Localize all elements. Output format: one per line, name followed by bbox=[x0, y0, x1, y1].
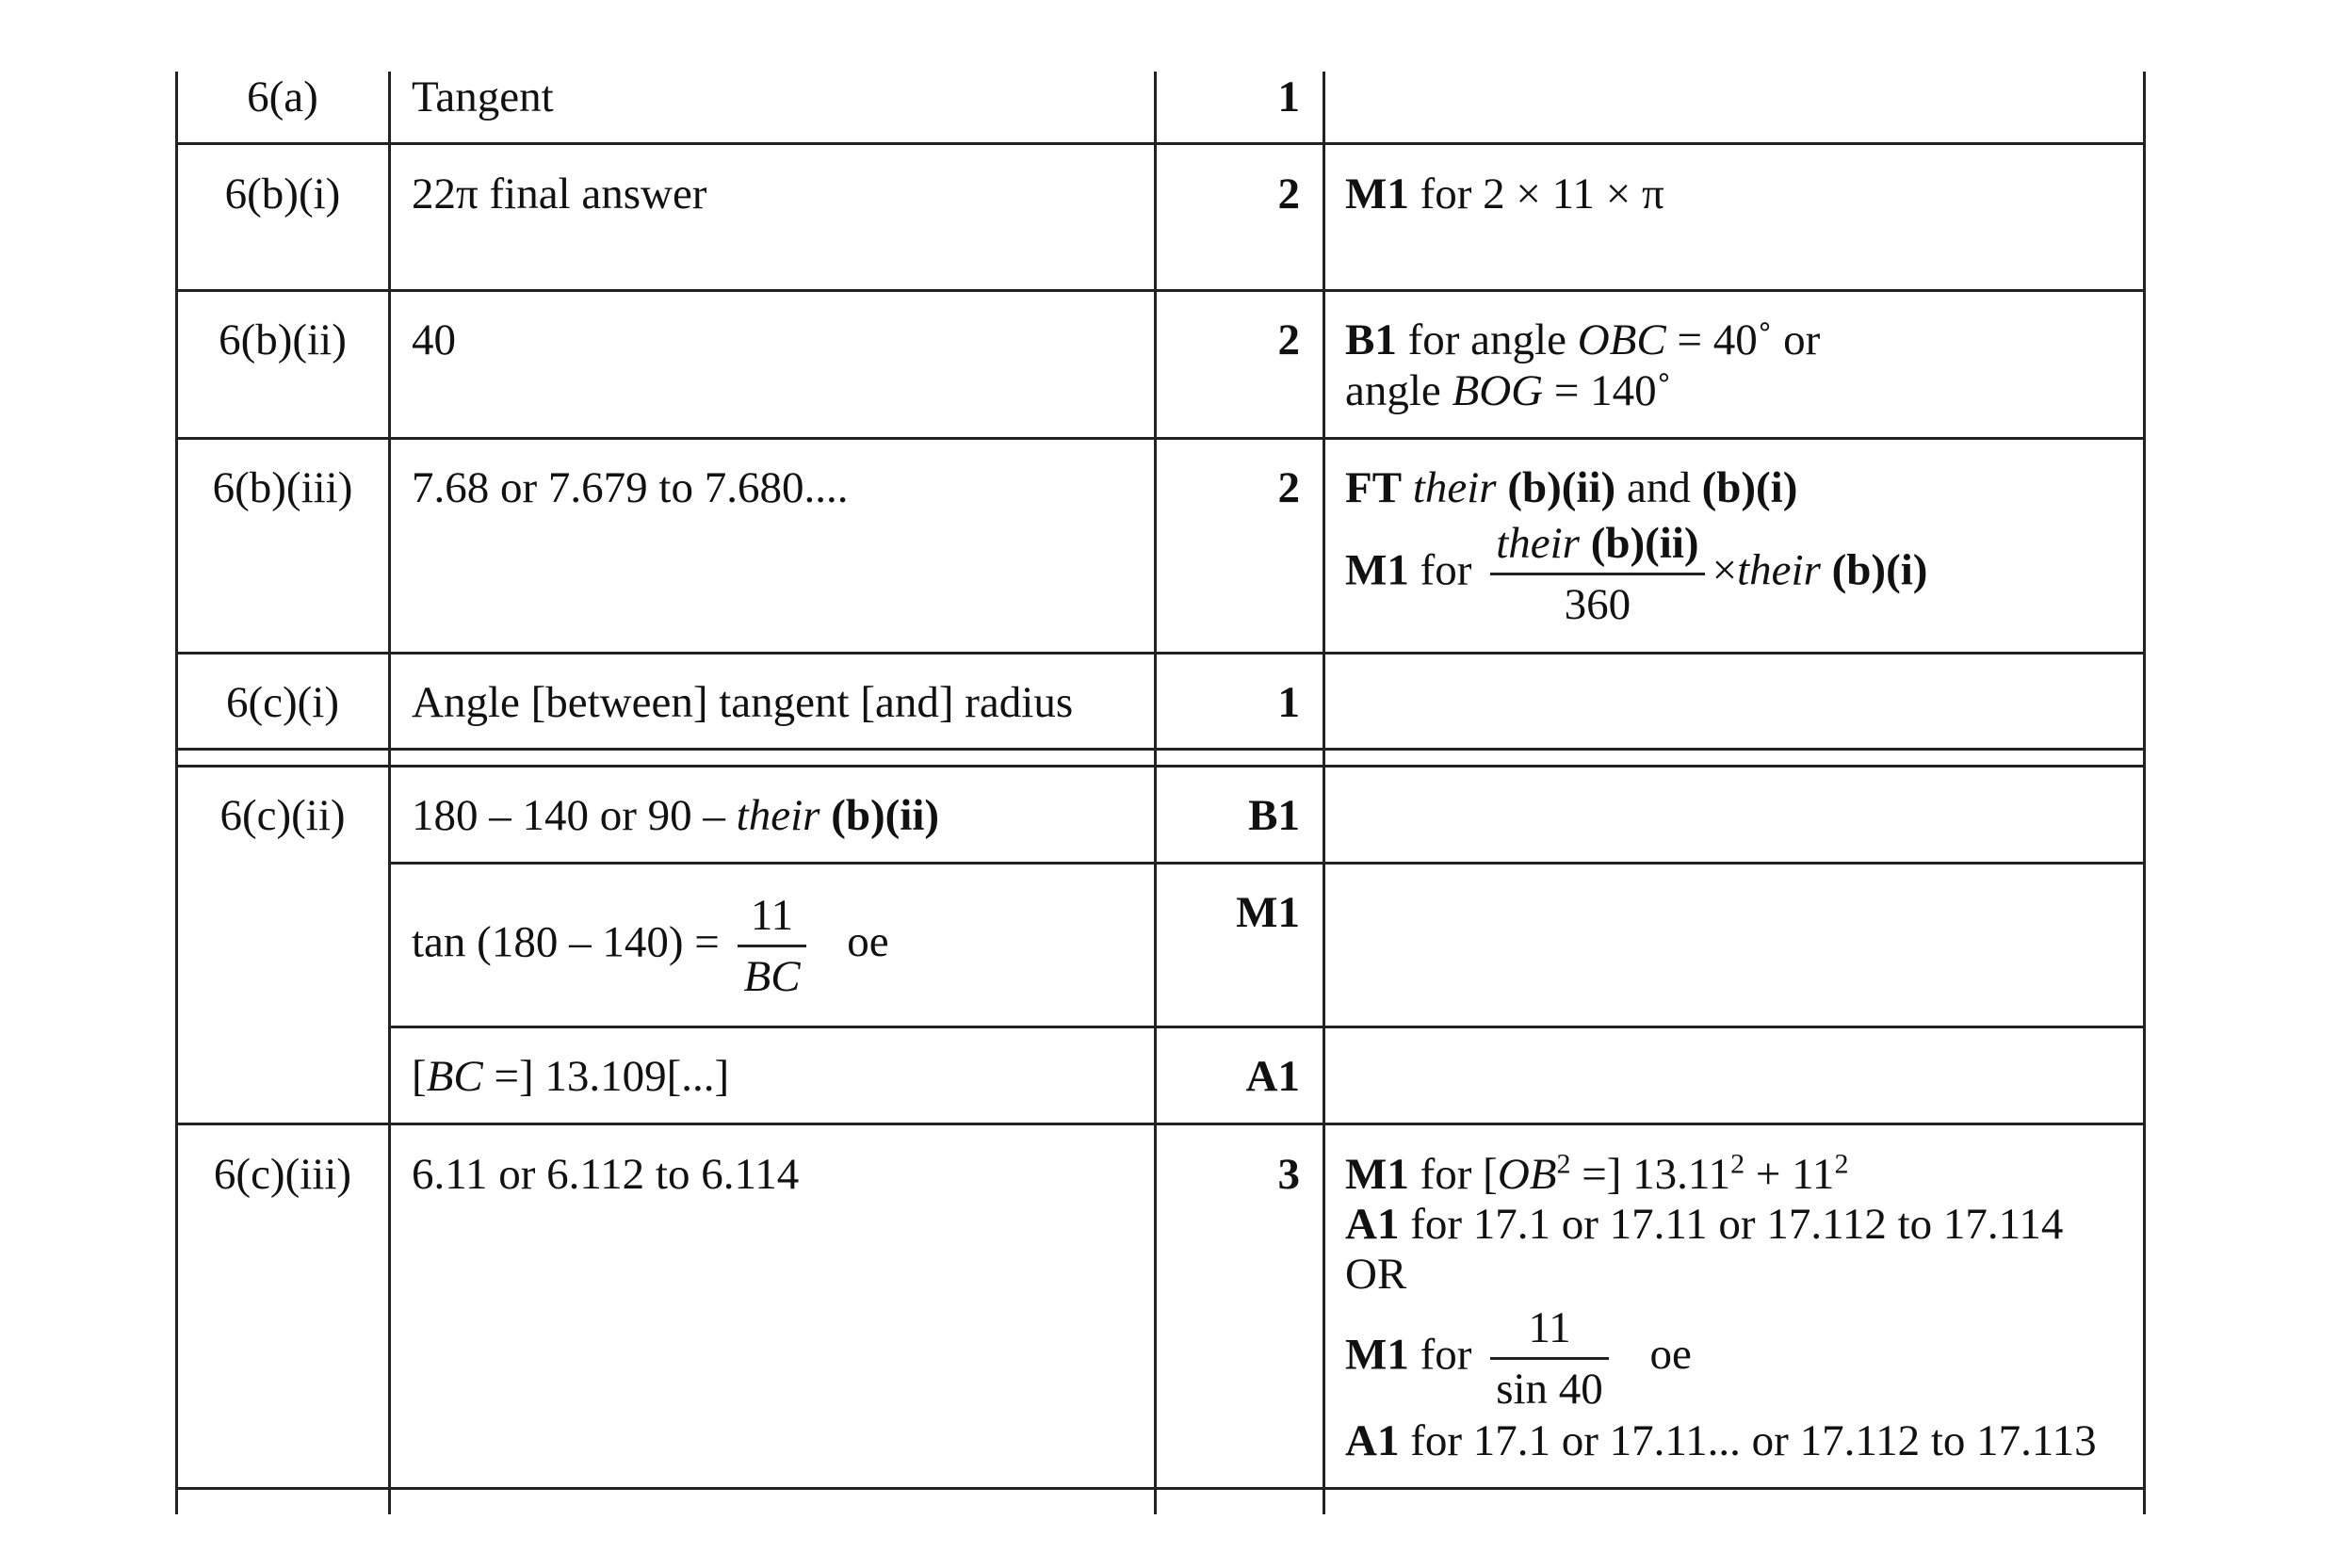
column-divider-2 bbox=[1154, 72, 1157, 1514]
answer-part: 180 – 140 or 90 – bbox=[412, 791, 737, 840]
row-divider bbox=[175, 1487, 2146, 1490]
guidance-part: oe bbox=[1649, 1330, 1692, 1380]
question-number: 6(b)(i) bbox=[224, 170, 341, 218]
answer-text: 6.11 or 6.112 to 6.114 bbox=[412, 1150, 800, 1199]
guidance-part: and bbox=[1626, 463, 1691, 512]
answer-part: [ bbox=[412, 1052, 427, 1101]
guidance-part: =] 13.11 bbox=[1570, 1150, 1731, 1199]
fraction bbox=[1490, 1302, 1609, 1414]
guidance-part: for angle bbox=[1396, 315, 1578, 364]
guidance-text bbox=[1345, 169, 1664, 219]
fraction-denominator: sin 40 bbox=[1496, 1365, 1603, 1414]
question-number: 6(c)(iii) bbox=[213, 1150, 352, 1199]
part-reference: (b)(ii) bbox=[1507, 463, 1616, 512]
answer-part: tan (180 – 140) = bbox=[412, 917, 720, 967]
segment-variable: OB bbox=[1497, 1150, 1557, 1199]
answer-text bbox=[412, 1051, 729, 1102]
answer-part: =] 13.109[...] bbox=[482, 1052, 730, 1101]
marks-value: 3 bbox=[1277, 1150, 1300, 1199]
their-word: their bbox=[736, 791, 820, 840]
question-number: 6(c)(i) bbox=[225, 678, 340, 727]
guidance-part: for 17.1 or 17.11 or 17.112 to 17.114 bbox=[1399, 1200, 2064, 1249]
marks-value: M1 bbox=[1236, 888, 1300, 937]
table-border-left bbox=[175, 72, 178, 1514]
fraction-numerator bbox=[1490, 518, 1704, 575]
row-divider bbox=[175, 142, 2146, 145]
their-word: their bbox=[1496, 519, 1580, 568]
their-word: their bbox=[1737, 545, 1821, 595]
exponent: 2 bbox=[1556, 1148, 1571, 1180]
part-reference: (b)(ii) bbox=[831, 791, 940, 840]
fraction-denominator bbox=[738, 947, 805, 1002]
part-reference: (b)(ii) bbox=[1590, 519, 1699, 568]
subrow-divider bbox=[388, 862, 2146, 865]
fraction-denominator: 360 bbox=[1564, 580, 1631, 630]
mark-code: M1 bbox=[1345, 170, 1409, 218]
answer-text: 7.68 or 7.679 to 7.680.... bbox=[412, 463, 849, 512]
question-number: 6(b)(iii) bbox=[212, 463, 353, 512]
guidance-line-1 bbox=[1345, 1149, 1848, 1200]
guidance-m1-fraction-line bbox=[1345, 518, 1927, 630]
marks-value: A1 bbox=[1245, 1052, 1300, 1101]
angle-variable: BOG bbox=[1452, 366, 1544, 415]
guidance-line-3: OR bbox=[1345, 1250, 1407, 1299]
guidance-part: for bbox=[1420, 1330, 1472, 1380]
subrow-divider bbox=[388, 1026, 2146, 1028]
guidance-part: = 40˚ or bbox=[1665, 315, 1821, 364]
answer-text bbox=[412, 790, 939, 841]
fraction bbox=[738, 890, 805, 1002]
guidance-part: angle bbox=[1345, 366, 1453, 415]
question-number: 6(b)(ii) bbox=[219, 315, 347, 364]
answer-variable: BC bbox=[426, 1052, 483, 1101]
marks-value: 2 bbox=[1277, 170, 1300, 218]
their-word: their bbox=[1412, 463, 1497, 512]
mark-code: A1 bbox=[1345, 1416, 1400, 1465]
guidance-ft-line bbox=[1345, 462, 1797, 513]
guidance-line-1 bbox=[1345, 315, 1820, 365]
answer-text: Tangent bbox=[412, 73, 554, 121]
column-divider-1 bbox=[388, 72, 391, 1514]
answer-text: 22π final answer bbox=[412, 170, 707, 218]
guidance-part: + 11 bbox=[1745, 1150, 1835, 1199]
marks-value: 2 bbox=[1277, 463, 1300, 512]
mark-code: B1 bbox=[1345, 315, 1397, 364]
row-divider bbox=[175, 1123, 2146, 1125]
mark-code: A1 bbox=[1345, 1200, 1400, 1249]
mark-code: M1 bbox=[1345, 1330, 1409, 1380]
row-divider-double-top bbox=[175, 748, 2146, 751]
times-sign: × bbox=[1712, 545, 1738, 595]
row-divider bbox=[175, 289, 2146, 292]
answer-text: 40 bbox=[412, 315, 456, 364]
table-border-right bbox=[2143, 72, 2146, 1514]
guidance-line-5 bbox=[1345, 1415, 2097, 1466]
row-divider bbox=[175, 437, 2146, 440]
answer-part: oe bbox=[847, 917, 889, 967]
marks-value: B1 bbox=[1248, 791, 1300, 840]
guidance-body: for 2 × 11 × π bbox=[1408, 170, 1664, 218]
fraction-variable: BC bbox=[743, 952, 801, 1002]
question-number: 6(c)(ii) bbox=[219, 791, 346, 840]
marks-value: 2 bbox=[1277, 315, 1300, 364]
row-divider bbox=[175, 652, 2146, 655]
exponent: 2 bbox=[1834, 1148, 1849, 1180]
answer-text: Angle [between] tangent [and] radius bbox=[412, 678, 1074, 727]
guidance-line-2 bbox=[1345, 1199, 2063, 1250]
fraction-numerator: 11 bbox=[1490, 1302, 1609, 1360]
marks-value: 1 bbox=[1277, 678, 1300, 727]
part-reference: (b)(i) bbox=[1831, 545, 1928, 595]
mark-code: M1 bbox=[1345, 545, 1409, 595]
guidance-line-2 bbox=[1345, 365, 1671, 416]
question-number: 6(a) bbox=[247, 73, 318, 121]
guidance-part: for [ bbox=[1408, 1150, 1498, 1199]
fraction bbox=[1490, 518, 1704, 630]
guidance-part: = 140˚ bbox=[1543, 366, 1672, 415]
angle-variable: OBC bbox=[1577, 315, 1666, 364]
guidance-part: for 17.1 or 17.11... or 17.112 to 17.113 bbox=[1399, 1416, 2097, 1465]
column-divider-3 bbox=[1323, 72, 1325, 1514]
row-divider-double-bottom bbox=[175, 765, 2146, 768]
marks-value: 1 bbox=[1277, 73, 1300, 121]
answer-equation bbox=[412, 890, 889, 1002]
fraction-numerator: 11 bbox=[738, 890, 805, 947]
mark-code: M1 bbox=[1345, 1150, 1409, 1199]
part-reference: (b)(i) bbox=[1701, 463, 1798, 512]
mark-code: FT bbox=[1345, 463, 1403, 512]
exponent: 2 bbox=[1730, 1148, 1745, 1180]
guidance-part: for bbox=[1420, 545, 1472, 595]
guidance-line-4 bbox=[1345, 1302, 1692, 1414]
